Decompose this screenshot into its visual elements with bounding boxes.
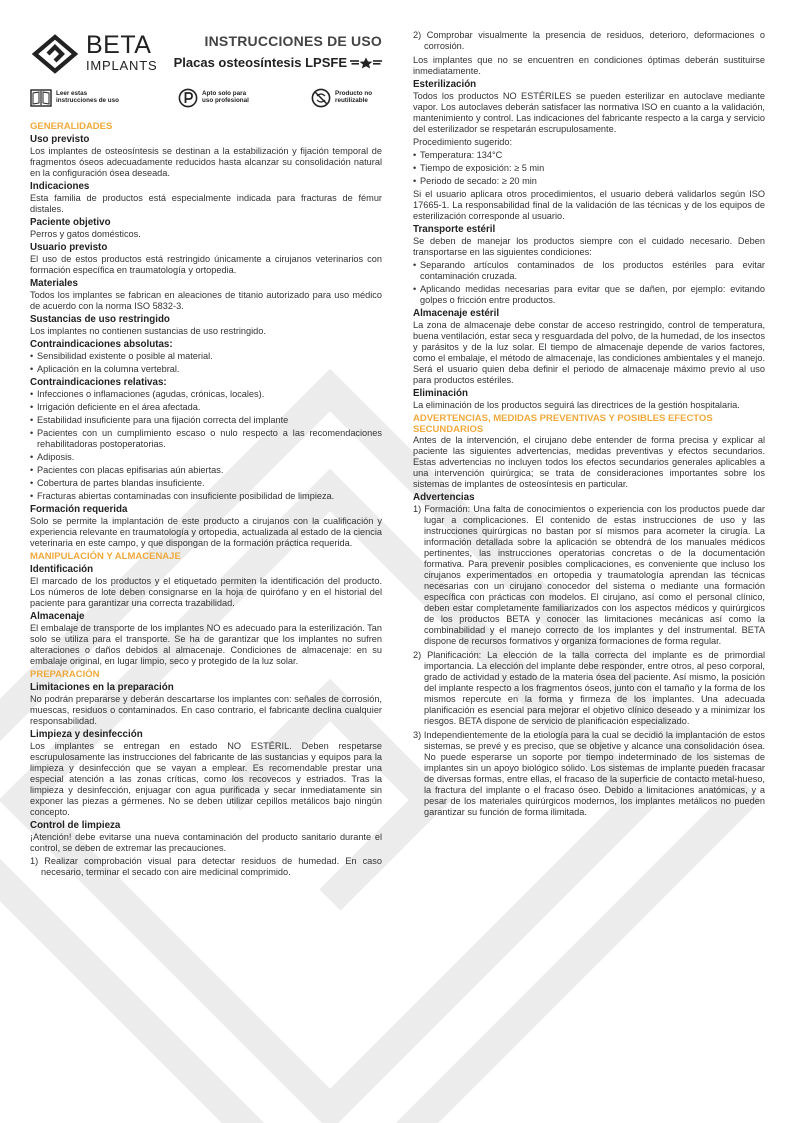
symbol-no-reuse bbox=[311, 88, 372, 108]
list-item: • Aplicando medidas necesarias para evitar que se dañen, por ejemplo: evitando golpes o fricción entre productos. bbox=[413, 284, 765, 306]
winged-star-icon bbox=[350, 57, 382, 69]
left-column bbox=[30, 30, 382, 881]
subheading: Transporte estéril bbox=[413, 224, 496, 235]
paragraph: ¡Atención! debe evitarse una nueva contaminación del producto sanitario durante el control, se deben de extremar las precauciones. bbox=[30, 832, 382, 853]
symbol-label: Apto solo para uso profesional bbox=[202, 90, 249, 105]
bullet-list bbox=[413, 260, 765, 306]
list-item: • Fracturas abiertas contaminadas con insuficiente posibilidad de limpieza. bbox=[30, 491, 382, 502]
paragraph: Todos los productos NO ESTÉRILES se pueden esterilizar en autoclave mediante vapor. Los autoclaves deberán satisfacer las normativa ISO en cuanto a la validación, mantenimiento y control. Las indicaciones del fabricante respecto a la carga y servicio del esterilizador se respetarán escrupulosamente. bbox=[413, 91, 765, 134]
list-item: • Aplicación en la columna vertebral. bbox=[30, 364, 382, 375]
document-subtitle bbox=[174, 55, 382, 70]
subheading: Almacenaje bbox=[30, 611, 85, 622]
subheading: Indicaciones bbox=[30, 181, 90, 192]
paragraph: El embalaje de transporte de los implantes NO es adecuado para la esterilización. Tan solo se utiliza para el transporte. Se ha de garantizar que los implantes no sufren alteraciones o daños debidos al almacenaje. Condiciones de almacenaje: en su embalaje original, en lugar limpio, seco y protegido de la luz solar. bbox=[30, 623, 382, 666]
paragraph: Los implantes que no se encuentren en condiciones óptimas deberán sustituirse inmediatamente. bbox=[413, 55, 765, 76]
subheading: Contraindicaciones absolutas: bbox=[30, 339, 173, 350]
paragraph: Los implantes de osteosíntesis se destinan a la estabilización y fijación temporal de fragmentos óseos adecuadamente reducidos hasta alcanzar su consolidación natural en la configuración ósea deseada. bbox=[30, 146, 382, 178]
list-item: • Pacientes con un cumplimiento escaso o nulo respecto a las recomendaciones rehabilitadoras postoperatorias. bbox=[30, 428, 382, 450]
paragraph: El marcado de los productos y el etiquetado permiten la identificación del producto. Los números de lote deben consignarse en la hoja de quirófano y en el historial del paciente para garantizar una correcta trazabilidad. bbox=[30, 576, 382, 608]
bullet-list bbox=[30, 351, 382, 375]
section-preparacion: PREPARACIÓN bbox=[30, 669, 100, 680]
no-reuse-icon bbox=[311, 88, 331, 108]
subheading: Formación requerida bbox=[30, 504, 128, 515]
list-item: • Tiempo de exposición: ≥ 5 min bbox=[413, 163, 765, 174]
list-item: • Sensibilidad existente o posible al material. bbox=[30, 351, 382, 362]
list-item: • Estabilidad insuficiente para una fijación correcta del implante bbox=[30, 415, 382, 426]
paragraph: La zona de almacenaje debe constar de acceso restringido, control de temperatura, buena ventilación, estar seca y resguardada del polvo, de la humedad, de los insectos y parásitos y de la luz solar. El tiempo de almacenaje depende de varios factores, como el embalaje, el método de almacenaje, las condiciones ambientales y el manejo. Será el usuario quien deba definir el periodo de almacenaje máximo previo al uso para productos estériles. bbox=[413, 320, 765, 385]
paragraph: Todos los implantes se fabrican en aleaciones de titanio autorizado para uso médico de acuerdo con la norma ISO 5832-3. bbox=[30, 290, 382, 311]
paragraph: Antes de la intervención, el cirujano debe entender de forma precisa y explicar al paciente las siguientes advertencias, medidas preventivas y efectos secundarios. Estas advertencias no incluyen todos los efectos secundarios generales aplicables a una intervención quirúrgica; se trata de consideraciones importantes sobre los sistemas de implantes de osteosíntesis en particular. bbox=[413, 435, 765, 489]
professional-use-icon bbox=[178, 88, 198, 108]
subheading: Identificación bbox=[30, 564, 94, 575]
subheading: Contraindicaciones relativas: bbox=[30, 377, 167, 388]
logo bbox=[30, 32, 160, 76]
section-manipulacion: MANIPULACIÓN Y ALMACENAJE bbox=[30, 551, 181, 562]
list-item: • Infecciones o inflamaciones (agudas, crónicas, locales). bbox=[30, 389, 382, 400]
list-item: 2) Comprobar visualmente la presencia de residuos, deterioro, deformaciones o corrosión. bbox=[413, 30, 765, 51]
subheading: Materiales bbox=[30, 278, 78, 289]
subheading: Advertencias bbox=[413, 492, 475, 503]
paragraph: Procedimiento sugerido: bbox=[413, 137, 513, 147]
numbered-list bbox=[413, 504, 765, 818]
list-item: • Periodo de secado: ≥ 20 min bbox=[413, 176, 765, 187]
subheading: Esterilización bbox=[413, 79, 477, 90]
book-icon bbox=[30, 88, 52, 108]
paragraph: Perros y gatos domésticos. bbox=[30, 229, 141, 239]
paragraph: No podrán prepararse y deberán descartarse los implantes con: señales de corrosión, muescas, residuos o contaminados. En caso contrario, el fabricante declina cualquier responsabilidad. bbox=[30, 694, 382, 726]
subheading: Eliminación bbox=[413, 388, 468, 399]
symbol-professional-use bbox=[178, 88, 249, 108]
symbol-label: Leer estas instrucciones de uso bbox=[56, 90, 119, 105]
list-item: • Separando artículos contaminados de los productos estériles para evitar contaminación cruzada. bbox=[413, 260, 765, 282]
list-item: • Temperatura: 134°C bbox=[413, 150, 765, 161]
paragraph: Los implantes se entregan en estado NO ESTÉRIL. Deben respetarse escrupulosamente las instrucciones del fabricante de las sustancias y equipos para la limpieza y desinfección que se vayan a emplear. Es recomendable prestar una especial atención a las zonas críticas, como los recovecos y estriados. Tras la limpieza y desinfección, enjuagar con agua purificada y secar inmediatamente sin exponer las piezas a gérmenes. No se deben utilizar cepillos metálicos bajo ningún concepto. bbox=[30, 741, 382, 817]
subheading: Paciente objetivo bbox=[30, 217, 111, 228]
subheading: Sustancias de uso restringido bbox=[30, 314, 170, 325]
symbol-label: Producto no reutilizable bbox=[335, 90, 373, 105]
list-item: • Adiposis. bbox=[30, 452, 382, 463]
paragraph: La eliminación de los productos seguirá las directrices de la gestión hospitalaria. bbox=[413, 400, 740, 410]
subheading: Limitaciones en la preparación bbox=[30, 682, 174, 693]
list-item: • Cobertura de partes blandas insuficiente. bbox=[30, 478, 382, 489]
paragraph: Esta familia de productos está especialmente indicada para fracturas de fémur distales. bbox=[30, 193, 382, 214]
logo-name: BETA bbox=[86, 31, 152, 59]
subheading: Control de limpieza bbox=[30, 820, 121, 831]
paragraph: Se deben de manejar los productos siempre con el cuidado necesario. Deben transportarse en las siguientes condiciones: bbox=[413, 236, 765, 257]
list-item: • Irrigación deficiente en el área afectada. bbox=[30, 402, 382, 413]
symbol-read-instructions bbox=[30, 88, 119, 108]
document-title: INSTRUCCIONES DE USO bbox=[204, 33, 382, 49]
list-item: 1) Realizar comprobación visual para detectar residuos de humedad. En caso necesario, terminar el secado con aire medicinal comprimido. bbox=[30, 856, 382, 877]
subheading: Limpieza y desinfección bbox=[30, 729, 143, 740]
product-name: Placas osteosíntesis LPSFE bbox=[173, 55, 347, 70]
document-page bbox=[30, 30, 765, 1105]
paragraph: El uso de estos productos está restringido únicamente a cirujanos veterinarios con formación específica en traumatología y ortopedia. bbox=[30, 254, 382, 275]
list-item: 3) Independientemente de la etiología para la cual se decidió la implantación de estos sistemas, se prevé y es preciso, que se objetive y alcance una consolidación ósea. No puede esperarse un soporte por tiempo indeterminado de los sistemas de implantes sin un apoyo biológico sólido. Los sistemas de implante pueden fracasar de diversas formas, entre ellas, el fracaso de la superficie de contacto metal-hueso, la fractura del implante o el fracaso óseo. Debido a limitaciones anatómicas, y a pesar de los materiales quirúrgicos modernos, los implantes metálicos no pueden garantizar su función de forma ilimitada. bbox=[413, 730, 765, 817]
beta-logo-icon bbox=[30, 34, 80, 74]
bullet-list bbox=[30, 389, 382, 502]
numbered-list bbox=[413, 30, 765, 52]
section-generalidades: GENERALIDADES bbox=[30, 121, 113, 132]
section-advertencias: ADVERTENCIAS, MEDIDAS PREVENTIVAS Y POSIBLES EFECTOS SECUNDARIOS bbox=[413, 413, 713, 435]
numbered-list bbox=[30, 856, 382, 878]
right-column bbox=[413, 30, 765, 821]
symbols-row bbox=[30, 88, 382, 110]
paragraph: Si el usuario aplicara otros procedimientos, el usuario deberá validarlos según ISO 17665-1. La responsabilidad final de la validación de las técnicas y de los equipos de esterilización corresponde al usuario. bbox=[413, 189, 765, 221]
list-item: 2) Planificación: La elección de la talla correcta del implante es de primordial importancia. La elección del implante debe responder, entre otros, al peso corporal, grado de actividad y estado de la materia ósea del paciente. Así mismo, la posición del implante respecto a los fragmentos óseos, junto con el tamaño y la forma de los mismos repercute en la forma y firmeza de los implantes. Una adecuada planificación es esencial para mejorar el objetivo clínico deseado y a minimizar los riesgos. BETA dispone de servicio de planificación especializado. bbox=[413, 650, 765, 726]
logo-subtitle: IMPLANTS bbox=[86, 58, 158, 73]
subheading: Uso previsto bbox=[30, 134, 90, 145]
subheading: Almacenaje estéril bbox=[413, 308, 500, 319]
paragraph: Los implantes no contienen sustancias de uso restringido. bbox=[30, 326, 266, 336]
list-item: 1) Formación: Una falta de conocimientos o experiencia con los productos puede dar lugar a complicaciones. El contenido de estas instrucciones de uso y las instrucciones quirúrgicas no bastan por sí mismos para acometer la cirugía. La información detallada sobre la aplicación se obtendrá de los manuales médicos pertinentes, las instrucciones operatorias concretas o de la documentación formativa. Para prevenir posibles complicaciones, es conveniente que incluso los cirujanos experimentados en ortopedia y traumatología aprendan las técnicas necesarias con un cirujano conocedor del sistema o mediante una formación específica con prácticas con modelos. El cirujano, así como el personal clínico, deben estar completamente familiarizados con los aspectos médicos y quirúrgicos de los productos BETA y conocer las limitaciones mecánicas así como la combinabilidad y el manejo correcto de los implantes y del instrumental. BETA dispone de recursos formativos y organiza formaciones de forma regular. bbox=[413, 504, 765, 646]
subheading: Usuario previsto bbox=[30, 242, 108, 253]
list-item: • Pacientes con placas epifisarias aún abiertas. bbox=[30, 465, 382, 476]
paragraph: Solo se permite la implantación de este producto a cirujanos con la cualificación y experiencia relevante en traumatología y ortopedia, actualizada al estado de la ciencia veterinaria en este campo, y que dispongan de la formación práctica requerida. bbox=[30, 516, 382, 548]
bullet-list bbox=[413, 150, 765, 187]
